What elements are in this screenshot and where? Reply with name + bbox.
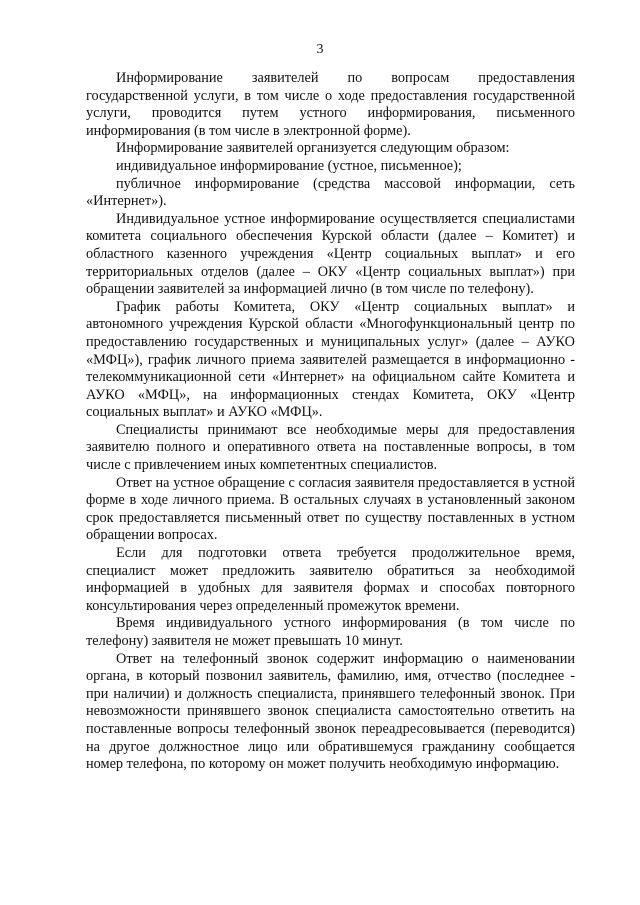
paragraph-long-preparation: Если для подготовки ответа требуется продолжительное время, специалист может предложить заявителю обратиться за необходимой информацией в удобных для заявителя формах и способах повторного консультирования через определенный промежуток времени. [86,545,575,614]
paragraph-work-schedule: График работы Комитета, ОКУ «Центр социальных выплат» и автономного учреждения Курской области «Многофункциональный центр по предоставлению государственных и муниципальных услуг» (далее – АУКО «МФЦ»), график личного приема заявителей размещается в информационно - телекоммуникационной сети «Интернет» на официальном сайте Комитета и АУКО «МФЦ», на информационных стендах Комитета, ОКУ «Центр социальных выплат» и АУКО «МФЦ». [86,298,575,421]
paragraph-phone-answer: Ответ на телефонный звонок содержит информацию о наименовании органа, в который позвонил заявитель, фамилию, имя, отчество (последнее - при наличии) и должность специалиста, принявшего телефонный звонок. При невозможности принявшего звонок специалиста самостоятельно ответить на поставленные вопросы телефонный звонок переадресовывается (переводится) на другое должностное лицо или обратившемуся гражданину сообщается номер телефона, по которому он может получить необходимую информацию. [86,650,575,773]
document-body [86,70,575,774]
paragraph-individual-informing: индивидуальное информирование (устное, письменное); [116,157,462,174]
paragraph-time-limit: Время индивидуального устного информирования (в том числе по телефону) заявителя не может превышать 10 минут. [86,615,575,649]
paragraph-informing-methods: Информирование заявителей по вопросам предоставления государственной услуги, в том числе о ходе предоставления государственной услуги, проводится путем устного информирования, письменного информирования (в том числе в электронной форме). [86,70,575,139]
page-number: 3 [316,42,324,57]
paragraph-specialist-measures: Специалисты принимают все необходимые меры для предоставления заявителю полного и оперативного ответа на поставленные вопросы, в том числе с привлечением иных компетентных специалистов. [86,421,575,474]
paragraph-organization-intro: Информирование заявителей организуется следующим образом: [116,140,510,157]
paragraph-oral-informing-specialists: Индивидуальное устное информирование осуществляется специалистами комитета социального обеспечения Курской области (далее – Комитет) и областного казенного учреждения «Центр социальных выплат» и его территориальных отделов (далее – ОКУ «Центр социальных выплат») при обращении заявителей за информацией лично (в том числе по телефону). [86,210,575,298]
paragraph-oral-answer: Ответ на устное обращение с согласия заявителя предоставляется в устной форме в ходе личного приема. В остальных случаях в установленный законом срок предоставляется письменный ответ по существу поставленных в устном обращении вопросах. [86,474,575,544]
paragraph-public-informing: публичное информирование (средства массовой информации, сеть «Интернет»). [86,175,575,210]
